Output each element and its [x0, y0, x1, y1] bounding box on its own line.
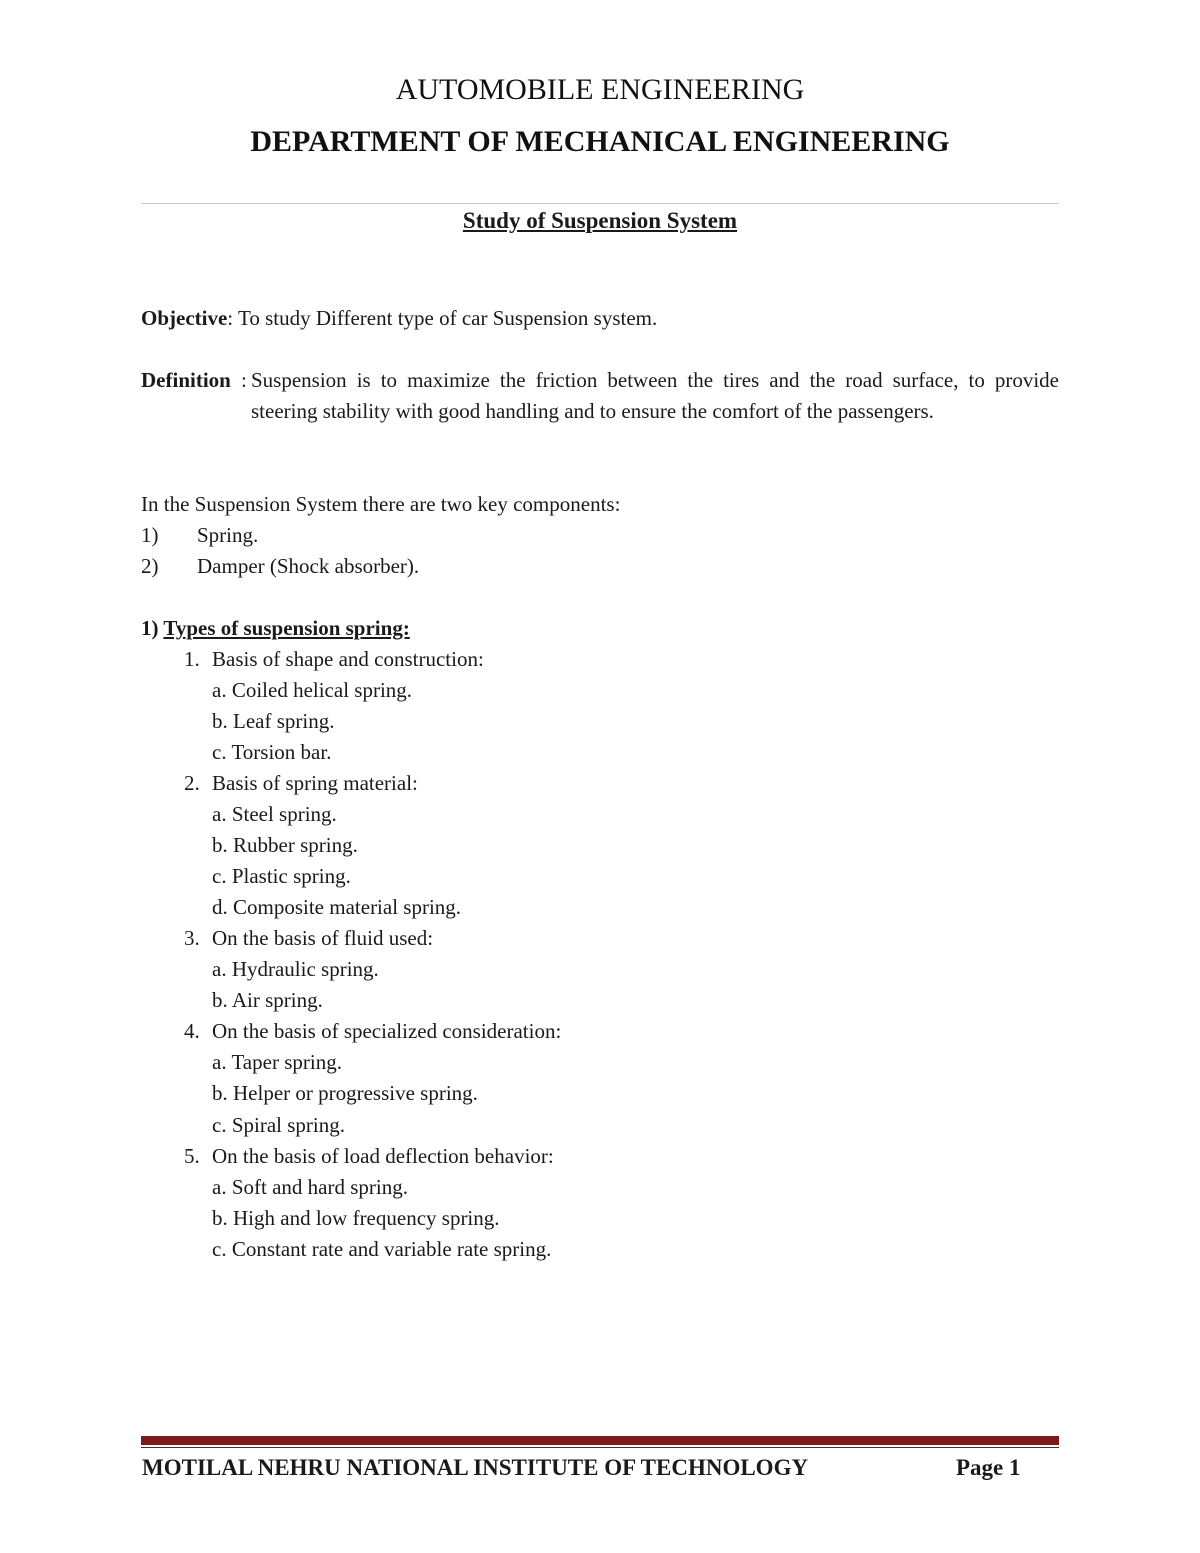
subtype-item: a. Soft and hard spring. [212, 1175, 408, 1199]
definition-text: Suspension is to maximize the friction between the tires and the road surface, to provide steering stability with good handling and to ensure the comfort of the passengers. [251, 368, 1059, 423]
definition-colon: : [241, 368, 247, 392]
subtype-item: b. Air spring. [212, 988, 323, 1012]
type-text: On the basis of fluid used: [212, 926, 434, 950]
type-text: Basis of shape and construction: [212, 647, 484, 671]
component-number: 2) [141, 554, 159, 578]
type-number: 1. [184, 647, 200, 671]
footer-page-number: Page 1 [956, 1455, 1021, 1480]
footer-rule [141, 1436, 1059, 1445]
subtype-item: b. High and low frequency spring. [212, 1206, 500, 1230]
type-number: 5. [184, 1144, 200, 1168]
subtype-item: a. Taper spring. [212, 1050, 342, 1074]
type-number: 2. [184, 771, 200, 795]
component-number: 1) [141, 523, 159, 547]
header-department: DEPARTMENT OF MECHANICAL ENGINEERING [250, 125, 950, 158]
types-heading-text: Types of suspension spring: [163, 616, 410, 640]
subtype-item: b. Helper or progressive spring. [212, 1081, 478, 1105]
subtype-item: a. Coiled helical spring. [212, 678, 413, 702]
type-text: On the basis of specialized consideration: [212, 1019, 562, 1043]
section-title: Study of Suspension System [462, 208, 738, 233]
subtype-item: b. Leaf spring. [212, 709, 335, 733]
definition-label: Definition [141, 368, 231, 392]
component-item [141, 551, 159, 582]
types-heading [141, 613, 410, 644]
type-text: On the basis of load deflection behavior: [212, 1144, 554, 1168]
type-number: 4. [184, 1019, 200, 1043]
footer-institute: MOTILAL NEHRU NATIONAL INSTITUTE OF TECHNOLOGY [142, 1455, 809, 1480]
subtype-item: c. Constant rate and variable rate spring. [212, 1237, 552, 1261]
component-item [141, 520, 159, 551]
component-text: Spring. [197, 523, 259, 547]
subtype-item: a. Hydraulic spring. [212, 957, 379, 981]
objective-label: Objective [141, 306, 228, 330]
header-title: AUTOMOBILE ENGINEERING [395, 73, 805, 106]
subtype-item: d. Composite material spring. [212, 895, 462, 919]
objective-text: : To study Different type of car Suspension system. [227, 306, 658, 330]
components-intro: In the Suspension System there are two key components: [141, 492, 621, 516]
component-text: Damper (Shock absorber). [197, 554, 420, 578]
objective-line [141, 303, 657, 334]
footer-rule-thin [141, 1447, 1059, 1448]
type-number: 3. [184, 926, 200, 950]
types-heading-number: 1) [141, 616, 159, 640]
subtype-item: c. Spiral spring. [212, 1113, 345, 1137]
subtype-item: c. Torsion bar. [212, 740, 332, 764]
header-divider [141, 203, 1059, 204]
subtype-item: a. Steel spring. [212, 802, 337, 826]
type-text: Basis of spring material: [212, 771, 418, 795]
subtype-item: c. Plastic spring. [212, 864, 351, 888]
subtype-item: b. Rubber spring. [212, 833, 358, 857]
